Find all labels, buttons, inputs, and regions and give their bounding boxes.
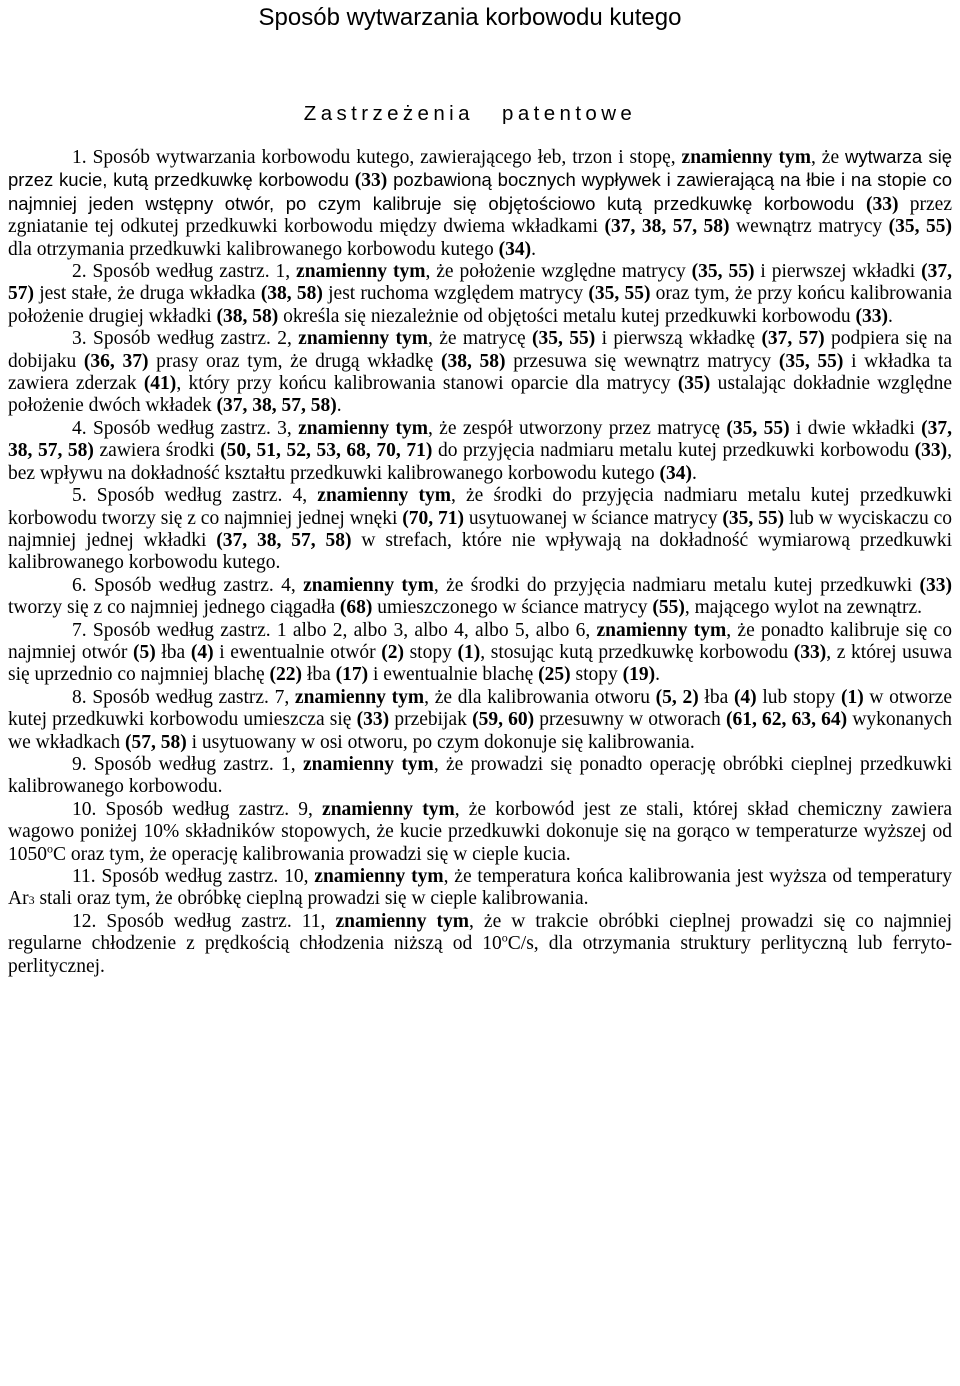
claim-text-segment: 12. Sposób według zastrz. 11, <box>72 910 336 932</box>
claim-text-segment: znamienny tym <box>335 910 469 932</box>
claim-text-segment: znamienny tym <box>294 686 425 708</box>
claim-text-segment: 3. Sposób według zastrz. 2, <box>72 328 299 350</box>
claim-text-segment: (59, 60) <box>472 709 535 731</box>
claim-text-segment: (36, 37) <box>83 350 149 372</box>
claim-text-segment: , że położenie względne matrycy <box>425 261 692 283</box>
claim-text-segment: łba <box>698 686 734 708</box>
claim-text-segment: i wkładka ta zawiera zderzak <box>8 350 952 395</box>
claim-text-segment: (35, 55) <box>588 283 651 305</box>
claim-text-segment: . <box>531 238 536 260</box>
claim-text-segment: 1. <box>72 147 93 168</box>
claim-text-segment: (35, 55) <box>691 261 755 283</box>
claim-text-segment: i ewentualnie blachę <box>368 664 539 686</box>
claim-text-segment: (37, 38, 57, 58) <box>604 216 730 238</box>
claim-text-segment: i pierwszą wkładkę <box>595 328 762 350</box>
claim-text-segment: jest ruchoma względem matrycy <box>322 283 589 305</box>
claim-text-segment: znamienny tym <box>298 328 429 350</box>
claim-text-segment: (22) <box>269 664 303 686</box>
claim-text-segment: znamienny tym <box>681 147 811 168</box>
claim-text-segment: , z której usuwa się uprzednio co najmniej blachę <box>8 641 952 686</box>
claim-text-segment: ustalając dokładnie względne położenie dwóch wkładek <box>8 373 953 417</box>
claim-text-segment: (33) <box>914 440 948 462</box>
claim-text-segment: , stosując kutą przedkuwkę korbowodu <box>480 641 794 663</box>
claim-text-segment: (1) <box>457 641 481 663</box>
claim-text-segment: C/s, dla otrzymania struktury perlityczną lub ferryto-perlitycznej. <box>8 933 953 977</box>
claim-text-segment: , że środki do przyjęcia nadmiaru metalu kutej przedkuwki korbowodu tworzy się z co najmniej jednej wnęki <box>8 485 952 529</box>
claim-text-segment: (55) <box>652 597 685 619</box>
claim-text-segment: stali oraz tym, że obróbkę cieplną prowadzi się w cieple kalibrowania. <box>34 888 589 910</box>
claim-text-segment: , że środki do przyjęcia nadmiaru metalu kutej przedkuwki <box>433 574 920 596</box>
claim-8 <box>8 687 952 754</box>
claim-text-segment: lub stopy <box>756 686 841 708</box>
claim-text-segment: (4) <box>733 686 757 708</box>
claim-text-segment: znamienny tym <box>314 866 444 887</box>
claim-text-segment: , bez wpływu na dokładność kształtu przedkuwki kalibrowanego korbowodu kutego <box>8 440 952 484</box>
claim-text-segment: (33) <box>793 641 827 663</box>
claim-9 <box>8 754 952 799</box>
claim-text-segment: , że prowadzi się ponadto operację obróbki cieplnej przedkuwki kalibrowanego korbowodu. <box>8 753 952 798</box>
claim-text-segment: (35, 55) <box>532 328 596 350</box>
claim-text-segment: (33) <box>855 305 888 327</box>
claim-text-segment: . <box>336 395 342 417</box>
claim-text-segment: (37, 38, 57, 58) <box>216 395 337 417</box>
claim-text-segment: (35, 55) <box>722 507 785 529</box>
claim-text-segment: określa się niezależnie od objętości metalu kutej przedkuwki korbowodu <box>278 305 856 327</box>
claim-text-segment: 8. Sposób według zastrz. 7, <box>72 686 295 708</box>
claim-text-segment: 11. Sposób według zastrz. 10, <box>72 866 315 887</box>
claim-text-segment: , że dla kalibrowania otworu <box>424 686 656 708</box>
claim-text-segment: C oraz tym, że operację kalibrowania prowadzi się w cieple kucia. <box>53 843 571 865</box>
claim-text-segment: (33) <box>356 709 390 731</box>
claim-text-segment: (38, 58) <box>440 350 506 372</box>
claim-text-segment: Sposób wytwarzania korbowodu kutego, zawierającego łeb, trzon i stopę, <box>92 147 682 168</box>
claim-text-segment: wytwarza się przez kucie, kutą przedkuwkę korbowodu <box>8 146 952 191</box>
claim-text-segment: 10. Sposób według zastrz. 9, <box>72 798 323 820</box>
claim-text-segment: 2. Sposób według zastrz. 1, <box>72 261 297 283</box>
claim-text-segment: (1) <box>840 686 864 708</box>
claim-text-segment: znamienny tym <box>303 574 434 596</box>
claim-7 <box>8 620 952 687</box>
claim-text-segment: łba <box>302 664 336 686</box>
claim-text-segment: (57, 58) <box>124 731 187 753</box>
claim-text-segment: (33) <box>354 170 388 192</box>
claim-text-segment: (38, 58) <box>216 305 279 327</box>
claim-text-segment: dla otrzymania przedkuwki kalibrowanego korbowodu kutego <box>8 238 499 260</box>
claim-text-segment: lub w wyciskaczu co najmniej jednej wkładki <box>8 507 952 551</box>
claim-2 <box>8 261 952 328</box>
claim-text-segment: (19) <box>622 664 656 686</box>
claim-text-segment: oraz tym, że przy końcu kalibrowania położenie drugiej wkładki <box>8 283 952 327</box>
claim-1 <box>8 146 952 261</box>
claim-text-segment: łba <box>155 641 191 663</box>
claim-6 <box>8 575 952 620</box>
claim-10 <box>8 799 952 866</box>
claim-text-segment: , mającego wylot na zewnątrz. <box>684 597 923 619</box>
claim-text-segment: (17) <box>335 664 369 686</box>
claim-text-segment: o <box>47 841 53 856</box>
claim-text-segment: (61, 62, 63, 64) <box>725 709 848 731</box>
claim-text-segment: (34) <box>498 238 532 260</box>
claim-text-segment: . <box>691 462 697 484</box>
claim-4 <box>8 418 952 485</box>
claim-text-segment: (37, 57) <box>761 328 825 350</box>
claim-text-segment: , że korbowód jest ze stali, której skład chemiczny zawiera wagowo poniżej 10% składników stopowych, że kucie przedkuwki dokonuje się na gorąco w temperaturze wyższej od 1050 <box>8 798 952 865</box>
claim-text-segment: (50, 51, 52, 53, 68, 70, 71) <box>220 440 433 462</box>
claim-text-segment: , że w trakcie obróbki cieplnej prowadzi się co najmniej regularne chłodzenie z prędkością chłodzenia niższą od 10 <box>8 910 952 955</box>
claim-text-segment: znamienny tym <box>296 261 426 283</box>
claim-text-segment: stopy <box>570 664 623 686</box>
claim-11 <box>8 866 952 911</box>
claim-text-segment: , że <box>810 147 846 168</box>
claim-text-segment: znamienny tym <box>298 417 428 439</box>
claim-text-segment: 7. Sposób według zastrz. 1 albo 2, albo 3, albo 4, albo 5, albo 6, <box>72 619 597 641</box>
claim-text-segment: (4) <box>190 641 214 663</box>
claim-text-segment: (35) <box>677 373 711 395</box>
claim-text-segment: (37, 38, 57, 58) <box>8 417 952 462</box>
claim-text-segment: w otworze kutej przedkuwki korbowodu umieszcza się <box>8 686 952 731</box>
claim-text-segment: . <box>655 664 661 686</box>
section-heading: Zastrzeżenia patentowe <box>303 102 637 125</box>
claim-text-segment: znamienny tym <box>303 753 434 775</box>
claim-text-segment: i ewentualnie otwór <box>213 641 382 663</box>
claim-text-segment: (68) <box>339 597 373 619</box>
claim-text-segment: (33) <box>919 574 952 596</box>
claim-text-segment: znamienny tym <box>322 798 455 820</box>
claim-text-segment: , że temperatura końca kalibrowania jest wyższa od temperatury Ar <box>8 866 952 910</box>
claim-text-segment: o <box>501 930 508 945</box>
claim-text-segment: usytuowanej w ściance matrycy <box>464 507 723 529</box>
claim-text-segment: umieszczonego w ściance matrycy <box>372 597 653 619</box>
claim-text-segment: , że zespół utworzony przez matrycę <box>427 417 727 439</box>
claim-text-segment: stopy <box>403 641 458 663</box>
claim-text-segment: i usytuowany w osi otworu, po czym dokonuje się kalibrowania. <box>186 731 695 753</box>
claim-text-segment: (2) <box>381 641 404 663</box>
claim-text-segment: i pierwszej wkładki <box>754 261 922 283</box>
claim-text-segment: wykonanych we wkładkach <box>8 709 952 753</box>
claim-3 <box>8 328 952 418</box>
claim-text-segment: znamienny tym <box>596 619 727 641</box>
claim-text-segment: do przyjęcia nadmiaru metalu kutej przedkuwki korbowodu <box>432 440 915 462</box>
claim-text-segment: podpiera się na dobijaku <box>8 328 952 372</box>
claim-text-segment: przebijak <box>389 709 473 731</box>
claim-text-segment: (38, 58) <box>260 283 323 305</box>
claim-text-segment: 3 <box>28 893 35 908</box>
claim-text-segment: zawiera środki <box>93 440 221 462</box>
claim-text-segment: (25) <box>538 664 571 686</box>
claim-text-segment: jest stałe, że druga wkładka <box>34 283 261 305</box>
claim-text-segment: 4. Sposób według zastrz. 3, <box>72 417 299 439</box>
claim-text-segment: (35, 55) <box>726 417 790 439</box>
claim-text-segment: wewnątrz matrycy <box>729 216 889 238</box>
claim-text-segment: (5) <box>132 641 156 663</box>
claims-list <box>8 146 952 978</box>
claim-text-segment: (35, 55) <box>778 350 844 372</box>
claim-text-segment: tworzy się z co najmniej jednego ciągadła <box>8 597 340 619</box>
claim-12 <box>8 911 952 978</box>
claim-text-segment: , że matrycę <box>428 328 533 350</box>
claim-text-segment: znamienny tym <box>317 485 451 507</box>
document-title: Sposób wytwarzania korbowodu kutego <box>258 4 682 31</box>
claim-text-segment: (37, 57) <box>8 261 952 305</box>
claim-text-segment: przez zgniatanie tej odkutej przedkuwki korbowodu między dwiema wkładkami <box>8 193 952 238</box>
claim-text-segment: przesuwa się wewnątrz matrycy <box>505 350 779 372</box>
claim-text-segment: (37, 38, 57, 58) <box>216 529 352 551</box>
claim-text-segment: (35, 55) <box>888 216 952 238</box>
claim-text-segment: prasy oraz tym, że drugą wkładkę <box>148 350 441 372</box>
claim-text-segment: 9. Sposób według zastrz. 1, <box>72 753 303 775</box>
claim-text-segment: i dwie wkładki <box>789 417 922 439</box>
claim-text-segment: (5, 2) <box>655 686 699 708</box>
claim-text-segment: w strefach, które nie wpływają na dokładność wymiarową przedkuwki kalibrowanego korbowodu kutego. <box>8 529 952 574</box>
claim-text-segment: przesuwny w otworach <box>534 709 726 731</box>
claim-text-segment: (34) <box>659 462 692 484</box>
claim-text-segment: (41) <box>143 373 177 395</box>
claim-text-segment: pozbawioną bocznych wypływek i zawierającą na łbie i na stopie co najmniej jeden wstępny otwór, po czym kalibruje się objętościowo kutą przedkuwkę korbowodu <box>8 169 953 214</box>
claim-text-segment: (33) <box>865 193 899 215</box>
claim-text-segment: . <box>887 305 893 327</box>
claim-text-segment: 5. Sposób według zastrz. 4, <box>72 485 318 507</box>
claim-5 <box>8 485 952 575</box>
claim-text-segment: , że ponadto kalibruje się co najmniej otwór <box>8 619 952 663</box>
claim-text-segment: (70, 71) <box>402 507 465 529</box>
claim-text-segment: , który przy końcu kalibrowania stanowi oparcie dla matrycy <box>176 373 678 395</box>
claim-text-segment: 6. Sposób według zastrz. 4, <box>72 574 304 596</box>
